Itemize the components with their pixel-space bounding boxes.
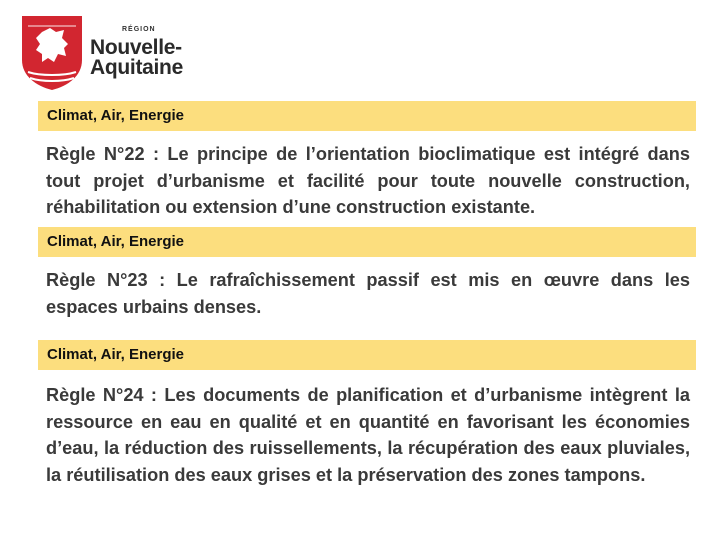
rule-24-text: Règle N°24 : Les documents de planification et d’urbanisme intègrent la ressource en eau en qualité et en quantité en favorisant les économies d’eau, la réduction des ruissellements, la récupération des eaux pluviales, la réutilisation des eaux grises et la préservation des zones tampons. <box>46 385 690 485</box>
rule-23-text: Règle N°23 : Le rafraîchissement passif est mis en œuvre dans les espaces urbains denses. <box>46 270 690 317</box>
rule-22-text: Règle N°22 : Le principe de l’orientation bioclimatique est intégré dans tout projet d’urbanisme et facilité pour toute nouvelle construction, réhabilitation ou extension d’une construction existante. <box>46 144 690 217</box>
region-label: RÉGION <box>122 26 156 33</box>
category-band-3: Climat, Air, Energie <box>38 340 696 370</box>
category-band-2: Climat, Air, Energie <box>38 227 696 257</box>
region-name <box>90 38 183 78</box>
region-logo <box>20 14 190 92</box>
region-name-line2: Aquitaine <box>90 56 183 79</box>
category-band-1: Climat, Air, Energie <box>38 101 696 131</box>
lion-shield-icon <box>20 14 84 92</box>
region-name-line1: Nouvelle- <box>90 36 182 59</box>
